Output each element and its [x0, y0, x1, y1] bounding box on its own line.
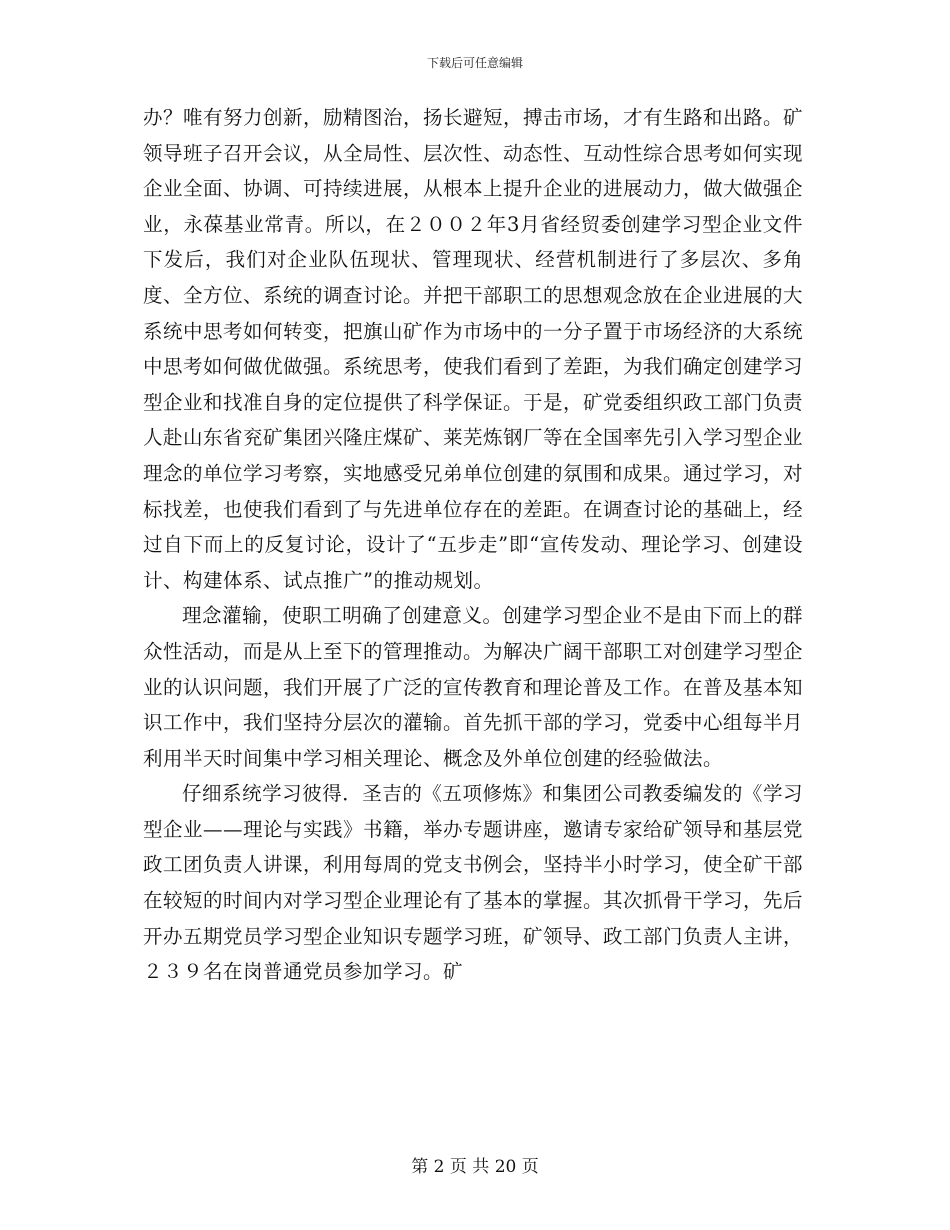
paragraph-2: 理念灌输，使职工明确了创建意义。创建学习型企业不是由下而上的群众性活动，而是从上至下的管理推动。为解决广阔干部职工对创建学习型企业的认识问题，我们开展了广泛的宣传教育和理论普及工作。在普及基本知识工作中，我们坚持分层次的灌输。首先抓干部的学习，党委中心组每半月利用半天时间集中学习相关理论、概念及外单位创建的经验做法。 — [143, 604, 804, 770]
page-footer: 第 2 页 共 20 页 — [411, 1157, 539, 1177]
paragraph-1: 办？唯有努力创新，励精图治，扬长避短，搏击市场，才有生路和出路。矿领导班子召开会议，从全局性、层次性、动态性、互动性综合思考如何实现企业全面、协调、可持续进展，从根本上提升企业的进展动力，做大做强企业，永葆基业常青。所以，在２００２年3月省经贸委创建学习型企业文件下发后，我们对企业队伍现状、管理现状、经营机制进行了多层次、多角度、全方位、系统的调查讨论。并把干部职工的思想观念放在企业进展的大系统中思考如何转变，把旗山矿作为市场中的一分子置于市场经济的大系统中思考如何做优做强。系统思考，使我们看到了差距，为我们确定创建学习型企业和找准自身的定位提供了科学保证。于是，矿党委组织政工部门负责人赴山东省兖矿集团兴隆庄煤矿、莱芜炼钢厂等在全国率先引入学习型企业理念的单位学习考察，实地感受兄弟单位创建的氛围和成果。通过学习，对标找差，也使我们看到了与先进单位存在的差距。在调查讨论的基础上，经过自下而上的反复讨论，设计了“五步走”即“宣传发动、理论学习、创建设计、构建体系、试点推广”的推动规划。 — [143, 106, 804, 592]
paragraph-3: 仔细系统学习彼得．圣吉的《五项修炼》和集团公司教委编发的《学习型企业——理论与实践》书籍，举办专题讲座，邀请专家给矿领导和基层党政工团负责人讲课，利用每周的党支书例会，坚持半小时学习，使全矿干部在较短的时间内对学习型企业理论有了基本的掌握。其次抓骨干学习，先后开办五期党员学习型企业知识专题学习班，矿领导、政工部门负责人主讲，２３９名在岗普通党员参加学习。矿 — [143, 782, 804, 984]
document-body — [143, 100, 803, 990]
page-header: 下载后可任意编辑 — [426, 56, 523, 70]
